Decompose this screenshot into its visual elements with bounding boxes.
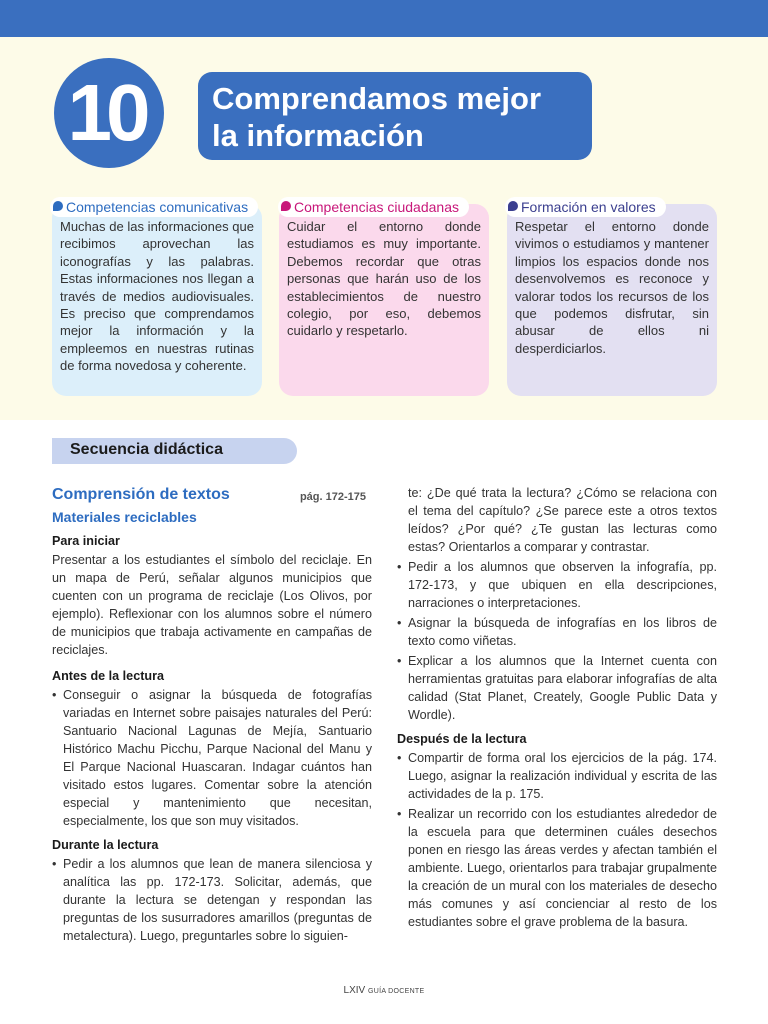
section-subtitle: Materiales reciclables (52, 509, 197, 525)
chapter-number-badge: 10 (54, 58, 164, 168)
card-text: Cuidar el entorno donde estudiamos es muy importante. Debemos recordar que otras personas que harán uso de los establecimientos de nuestro colegio, por eso, debemos cuidarlo y respetarlo. (287, 219, 481, 339)
heading-antes-lectura: Antes de la lectura (52, 669, 164, 683)
chapter-title-line-2: la información (212, 118, 424, 153)
card-label-text: Formación en valores (521, 199, 656, 215)
heading-despues-lectura: Después de la lectura (397, 732, 527, 746)
card-competencias-ciudadanas (279, 204, 489, 396)
page-number: LXIV (343, 985, 366, 996)
bullet-item: • Pedir a los alumnos que observen la infografía, pp. 172-173, y que ubiquen en ella descripciones, narraciones o interpretaciones. (397, 558, 717, 612)
section-title (52, 484, 372, 506)
paragraph-continuation: te: ¿De qué trata la lectura? ¿Cómo se relaciona con el tema del capítulo? ¿Se parece este a otros textos leídos? ¿Por qué? ¿Te gustan las lecturas como estas? Orientarlos a comparar y contrastar. (408, 486, 717, 554)
page-footer (0, 985, 768, 996)
chapter-title (198, 72, 592, 160)
bullet-item: • Asignar la búsqueda de infografías en los libros de texto como viñetas. (397, 614, 717, 650)
heading-para-iniciar: Para iniciar (52, 534, 120, 548)
right-column (397, 484, 717, 933)
card-label-text: Competencias ciudadanas (294, 199, 459, 215)
footer-label: GUÍA DOCENTE (367, 988, 425, 995)
page-reference: pág. 172-175 (299, 491, 366, 503)
card-text: Muchas de las informaciones que recibimos aprovechan las iconografías y las palabras. Estas informaciones nos llegan a través de medios audiovisuales. Es preciso que comprendamos mejor la información y la empleemos en nuestras rutinas de forma novedosa y coherente. (60, 219, 254, 374)
bullet-item: • Compartir de forma oral los ejercicios de la pág. 174. Luego, asignar la realización individual y escrita de las actividades de la p. 175. (397, 749, 717, 803)
card-competencias-comunicativas (52, 204, 262, 396)
bullet-item: • Realizar un recorrido con los estudiantes alrededor de la escuela para que determinen cuáles desechos ponen en riesgo las áreas verdes y afectan también el ambiente. Luego, orientarlos para trabajar grupalmente la creación de un mural con los materiales de desecho más comunes y así concienciar al resto de los estudiantes sobre el grave problema de la basura. (397, 805, 717, 931)
card-formacion-valores (507, 204, 717, 396)
speech-bubble-icon (53, 201, 63, 211)
heading-durante-lectura: Durante la lectura (52, 838, 159, 852)
top-color-bar (0, 0, 768, 37)
bullet-item: • Conseguir o asignar la búsqueda de fotografías variadas en Internet sobre paisajes naturales del Perú: Santuario Nacional Lagunas de Mejía, Santuario Histórico Machu Picchu, Parque Nacional del Manu y El Parque Nacional Huascaran. Indagar cuántos han visitado estos lugares. Comentar sobre la atención especial y mantenimiento que necesitan, especialmente, los que son muy visitados. (52, 686, 372, 830)
sequence-heading: Secuencia didáctica (52, 438, 297, 464)
speech-bubble-icon (281, 201, 291, 211)
chapter-title-line-1: Comprendamos mejor (212, 81, 542, 116)
speech-bubble-icon (508, 201, 518, 211)
section-title-text: Comprensión de textos (52, 486, 230, 503)
card-text: Respetar el entorno donde vivimos o estudiamos y mantener limpios los espacios donde nos desenvolvemos es reconoce y valorar todos los recursos de los que podemos disfrutar, sin abusar de ellos ni desperdiciarlos. (515, 219, 709, 356)
card-label-text: Competencias comunicativas (66, 199, 249, 215)
card-label-valores (505, 197, 666, 217)
paragraph-para-iniciar: Presentar a los estudiantes el símbolo del reciclaje. En un mapa de Perú, señalar algunos municipios que cuenten con un programa de reciclaje (Los Olivos, por ejemplo). Reflexionar con los alumnos sobre el número de municipios que trabaja activamente en campañas de reciclajes. (52, 553, 372, 657)
bullet-item: • Explicar a los alumnos que la Internet cuenta con herramientas gratuitas para elaborar infografías de alta calidad (Stat Planet, Creately, Google Public Data y Wordle). (397, 652, 717, 724)
left-column (52, 484, 372, 947)
card-label-comunicativas (50, 197, 258, 217)
bullet-item: • Pedir a los alumnos que lean de manera silenciosa y analítica las pp. 172-173. Solicitar, además, que durante la lectura se detengan y respondan las preguntas de los susurradores amarillos (preguntas de metalectura). Luego, preguntarles sobre lo siguien- (52, 855, 372, 945)
card-label-ciudadanas (278, 197, 469, 217)
